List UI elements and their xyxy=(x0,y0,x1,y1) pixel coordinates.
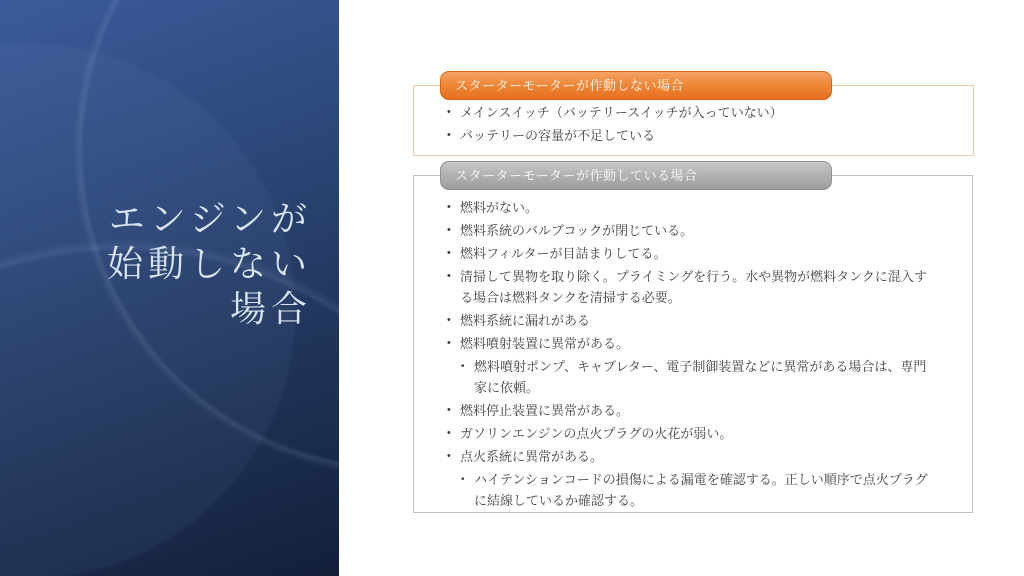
slide-title-line-2: 始動しない xyxy=(106,243,312,284)
list-item-text: 燃料停止装置に異常がある。 xyxy=(460,403,630,418)
title-panel xyxy=(0,0,339,576)
list-item xyxy=(447,310,930,331)
list-item xyxy=(447,423,930,444)
bullet-icon: • xyxy=(461,361,465,372)
list-item-text: ガソリンエンジンの点火プラグの火花が弱い。 xyxy=(460,426,733,441)
slide-title xyxy=(28,196,312,331)
list-item-text: バッテリーの容量が不足している xyxy=(460,128,656,143)
bullet-icon: • xyxy=(447,106,451,118)
list-item xyxy=(447,333,930,354)
section-2-box xyxy=(413,175,973,513)
list-item-text: 燃料噴射ポンプ、キャブレター、電子制御装置などに異常がある場合は、専門家に依頼。 xyxy=(474,359,927,395)
list-subitem xyxy=(461,469,930,511)
bullet-icon: • xyxy=(447,450,451,462)
list-subitem xyxy=(461,356,930,398)
bullet-icon: • xyxy=(447,314,451,326)
bullet-icon: • xyxy=(447,129,451,141)
slide-title-line-1: エンジンが xyxy=(108,198,312,239)
list-item-text: 燃料系統のバルブコックが閉じている。 xyxy=(460,223,694,238)
bullet-icon: • xyxy=(461,474,465,485)
list-item xyxy=(447,102,931,123)
list-item-text: 点火系統に異常がある。 xyxy=(460,449,604,464)
bullet-icon: • xyxy=(447,404,451,416)
bullet-icon: • xyxy=(447,270,451,282)
bullet-icon: • xyxy=(447,247,451,259)
section-2-header-tab: スターターモーターが作動している場合 xyxy=(440,161,832,190)
bullet-icon: • xyxy=(447,201,451,213)
list-item xyxy=(447,243,930,264)
list-item xyxy=(447,197,930,218)
list-item-text: 燃料フィルターが目詰まりしてる。 xyxy=(460,246,667,261)
list-item xyxy=(447,400,930,421)
list-item xyxy=(447,125,931,146)
bullet-icon: • xyxy=(447,224,451,236)
list-item-text: メインスイッチ（バッテリースイッチが入っていない） xyxy=(460,105,783,120)
list-item-text: 燃料噴射装置に異常がある。 xyxy=(460,336,630,351)
bullet-icon: • xyxy=(447,337,451,349)
list-item-text: 燃料がない。 xyxy=(460,200,539,215)
slide-title-line-3: 場合 xyxy=(229,288,312,329)
bullet-icon: • xyxy=(447,427,451,439)
list-item xyxy=(447,446,930,467)
list-item-text: 燃料系統に漏れがある xyxy=(460,313,591,328)
list-item-text: 清掃して異物を取り除く。プライミングを行う。水や異物が燃料タンクに混入する場合は燃料タンクを清掃する必要。 xyxy=(460,269,927,305)
section-1-header-tab: スターターモーターが作動しない場合 xyxy=(440,71,832,100)
list-item xyxy=(447,266,930,308)
list-item xyxy=(447,220,930,241)
list-item-text: ハイテンションコードの損傷による漏電を確認する。正しい順序で点火プラグに結線しているか確認する。 xyxy=(474,472,928,508)
section-2-list xyxy=(414,176,972,511)
